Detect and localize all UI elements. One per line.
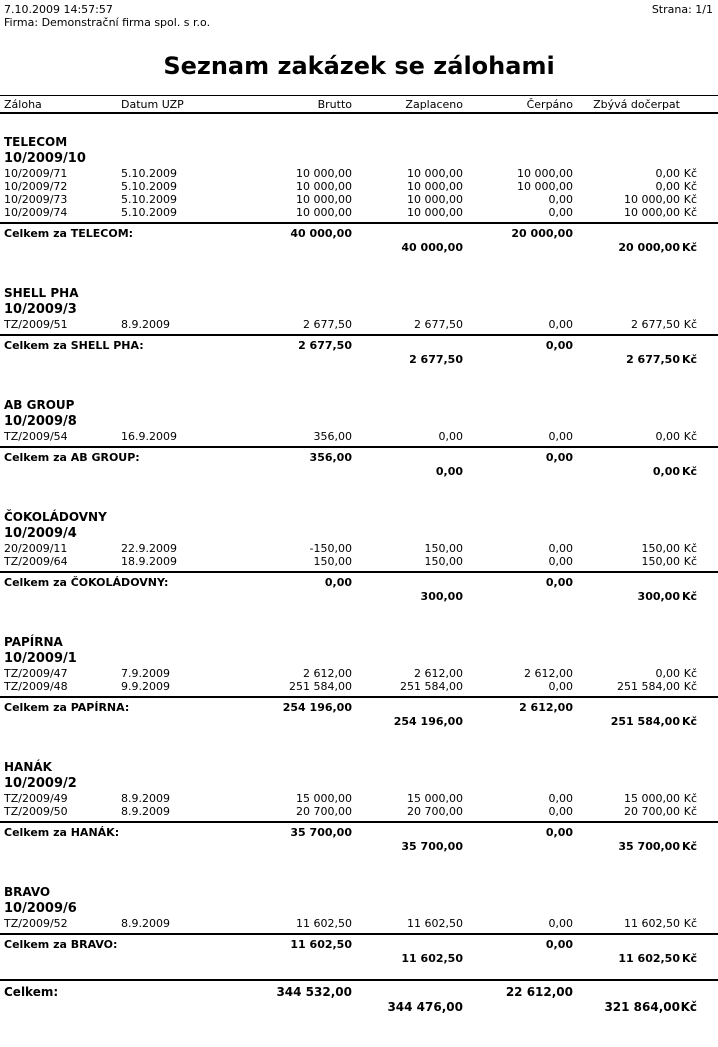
- group-total-row: [0, 450, 718, 464]
- total-brutto: 11 602,50: [290, 938, 352, 951]
- table-row: [0, 805, 718, 818]
- zaloha-cell: TZ/2009/64: [4, 555, 68, 568]
- zaplaceno-cell: 11 602,50: [407, 917, 463, 930]
- table-row: [0, 667, 718, 680]
- total-zaplaceno: 0,00: [435, 465, 463, 478]
- total-zaplaceno: 35 700,00: [401, 840, 463, 853]
- report-datetime: 7.10.2009 14:57:57: [4, 3, 113, 16]
- datum-cell: 5.10.2009: [121, 180, 177, 193]
- table-row: [0, 167, 718, 180]
- currency-suffix: Kč: [683, 167, 697, 180]
- total-zbyva: 35 700,00: [618, 840, 680, 853]
- group-name: BRAVO: [4, 885, 51, 899]
- brutto-cell: 11 602,50: [296, 917, 352, 930]
- zaloha-cell: 10/2009/71: [4, 167, 68, 180]
- currency-suffix: Kč: [680, 1000, 697, 1014]
- currency-suffix: Kč: [683, 318, 697, 331]
- zbyva-cell: 11 602,50: [624, 917, 680, 930]
- total-cerpano: 0,00: [545, 451, 573, 464]
- group-total-row: [0, 839, 718, 853]
- currency-suffix: Kč: [681, 465, 697, 478]
- total-brutto: 254 196,00: [282, 701, 352, 714]
- grand-total-row: [0, 984, 718, 999]
- zaplaceno-cell: 10 000,00: [407, 180, 463, 193]
- zaplaceno-cell: 10 000,00: [407, 193, 463, 206]
- zaplaceno-cell: 0,00: [438, 430, 463, 443]
- currency-suffix: Kč: [683, 792, 697, 805]
- datum-cell: 16.9.2009: [121, 430, 177, 443]
- datum-cell: 8.9.2009: [121, 917, 170, 930]
- grand-total-zbyva: 321 864,00: [604, 1000, 680, 1014]
- currency-suffix: Kč: [683, 193, 697, 206]
- cerpano-cell: 10 000,00: [517, 180, 573, 193]
- grand-total-row: [0, 999, 718, 1014]
- group-order-number: 10/2009/4: [4, 526, 77, 541]
- zaloha-cell: TZ/2009/48: [4, 680, 68, 693]
- total-label: Celkem za AB GROUP:: [4, 451, 140, 464]
- group-total-row: [0, 937, 718, 951]
- currency-suffix: Kč: [681, 590, 697, 603]
- zbyva-cell: 150,00: [641, 542, 680, 555]
- brutto-cell: 15 000,00: [296, 792, 352, 805]
- table-row: [0, 430, 718, 443]
- column-label-zaloha: Záloha: [4, 98, 42, 111]
- total-label: Celkem za BRAVO:: [4, 938, 118, 951]
- datum-cell: 5.10.2009: [121, 193, 177, 206]
- group-name: TELECOM: [4, 135, 68, 149]
- cerpano-cell: 0,00: [548, 917, 573, 930]
- group-order-number: 10/2009/2: [4, 776, 77, 791]
- column-label-datum: Datum UZP: [121, 98, 184, 111]
- zaloha-cell: 10/2009/73: [4, 193, 68, 206]
- zaloha-cell: 20/2009/11: [4, 542, 68, 555]
- total-label: Celkem za SHELL PHA:: [4, 339, 144, 352]
- datum-cell: 9.9.2009: [121, 680, 170, 693]
- table-row: [0, 680, 718, 693]
- zbyva-cell: 2 677,50: [631, 318, 680, 331]
- total-zbyva: 20 000,00: [618, 241, 680, 254]
- group-total-row: [0, 226, 718, 240]
- zaloha-cell: 10/2009/72: [4, 180, 68, 193]
- zaloha-cell: TZ/2009/51: [4, 318, 68, 331]
- page-number: Strana: 1/1: [651, 3, 713, 16]
- datum-cell: 5.10.2009: [121, 206, 177, 219]
- zbyva-cell: 20 700,00: [624, 805, 680, 818]
- group-section-hanak: [0, 758, 718, 853]
- brutto-cell: 10 000,00: [296, 167, 352, 180]
- currency-suffix: Kč: [681, 241, 697, 254]
- datum-cell: 7.9.2009: [121, 667, 170, 680]
- group-order-number: 10/2009/1: [4, 651, 77, 666]
- brutto-cell: 20 700,00: [296, 805, 352, 818]
- total-zaplaceno: 300,00: [420, 590, 463, 603]
- group-name: ČOKOLÁDOVNY: [4, 510, 107, 524]
- brutto-cell: -150,00: [309, 542, 352, 555]
- group-separator: [0, 571, 718, 573]
- grand-total-brutto: 344 532,00: [276, 985, 352, 999]
- total-zbyva: 2 677,50: [626, 353, 680, 366]
- zaplaceno-cell: 10 000,00: [407, 206, 463, 219]
- cerpano-cell: 2 612,00: [524, 667, 573, 680]
- table-row: [0, 542, 718, 555]
- zbyva-cell: 15 000,00: [624, 792, 680, 805]
- column-label-zbyva: Zbývá dočerpat: [593, 98, 680, 111]
- cerpano-cell: 0,00: [548, 792, 573, 805]
- group-total-row: [0, 825, 718, 839]
- cerpano-cell: 0,00: [548, 193, 573, 206]
- group-order-number: 10/2009/3: [4, 302, 77, 317]
- column-label-brutto: Brutto: [317, 98, 352, 111]
- currency-suffix: Kč: [681, 353, 697, 366]
- total-cerpano: 20 000,00: [511, 227, 573, 240]
- total-label: Celkem za ČOKOLÁDOVNY:: [4, 576, 169, 589]
- brutto-cell: 356,00: [313, 430, 352, 443]
- group-total-row: [0, 589, 718, 603]
- table-row: [0, 206, 718, 219]
- currency-suffix: Kč: [683, 805, 697, 818]
- table-row: [0, 555, 718, 568]
- currency-suffix: Kč: [683, 667, 697, 680]
- report-header: [0, 0, 718, 16]
- currency-suffix: Kč: [683, 917, 697, 930]
- group-section-ab-group: [0, 396, 718, 478]
- total-label: Celkem za TELECOM:: [4, 227, 134, 240]
- table-header: [0, 95, 718, 114]
- cerpano-cell: 0,00: [548, 680, 573, 693]
- currency-suffix: Kč: [683, 206, 697, 219]
- group-total-row: [0, 575, 718, 589]
- group-separator: [0, 446, 718, 448]
- grand-total-label: Celkem:: [4, 985, 59, 999]
- total-cerpano: 0,00: [545, 576, 573, 589]
- total-brutto: 40 000,00: [290, 227, 352, 240]
- total-zaplaceno: 254 196,00: [393, 715, 463, 728]
- group-order-number: 10/2009/8: [4, 414, 77, 429]
- total-brutto: 2 677,50: [298, 339, 352, 352]
- group-name: HANÁK: [4, 760, 52, 774]
- total-zbyva: 300,00: [637, 590, 680, 603]
- zbyva-cell: 0,00: [655, 167, 680, 180]
- zaloha-cell: TZ/2009/54: [4, 430, 68, 443]
- group-order-number: 10/2009/6: [4, 901, 77, 916]
- group-order-number: 10/2009/10: [4, 151, 86, 166]
- brutto-cell: 2 677,50: [303, 318, 352, 331]
- group-name: SHELL PHA: [4, 286, 79, 300]
- group-section-shell-pha: [0, 284, 718, 366]
- total-cerpano: 0,00: [545, 339, 573, 352]
- zbyva-cell: 0,00: [655, 430, 680, 443]
- group-total-row: [0, 700, 718, 714]
- zaplaceno-cell: 150,00: [424, 555, 463, 568]
- table-row: [0, 318, 718, 331]
- zaplaceno-cell: 20 700,00: [407, 805, 463, 818]
- brutto-cell: 251 584,00: [289, 680, 352, 693]
- group-separator: [0, 222, 718, 224]
- datum-cell: 8.9.2009: [121, 792, 170, 805]
- total-label: Celkem za PAPÍRNA:: [4, 701, 130, 714]
- table-row: [0, 180, 718, 193]
- currency-suffix: Kč: [681, 952, 697, 965]
- currency-suffix: Kč: [681, 715, 697, 728]
- group-separator: [0, 696, 718, 698]
- currency-suffix: Kč: [681, 840, 697, 853]
- group-name: PAPÍRNA: [4, 635, 63, 649]
- grand-total-cerpano: 22 612,00: [505, 985, 573, 999]
- zaplaceno-cell: 2 612,00: [414, 667, 463, 680]
- brutto-cell: 10 000,00: [296, 180, 352, 193]
- report-title: Seznam zakázek se zálohami: [163, 52, 555, 80]
- datum-cell: 18.9.2009: [121, 555, 177, 568]
- group-separator: [0, 933, 718, 935]
- total-zbyva: 0,00: [652, 465, 680, 478]
- cerpano-cell: 0,00: [548, 318, 573, 331]
- currency-suffix: Kč: [683, 430, 697, 443]
- zaloha-cell: TZ/2009/52: [4, 917, 68, 930]
- group-section-bravo: [0, 883, 718, 965]
- zaplaceno-cell: 2 677,50: [414, 318, 463, 331]
- total-zaplaceno: 40 000,00: [401, 241, 463, 254]
- group-total-row: [0, 714, 718, 728]
- zaloha-cell: TZ/2009/50: [4, 805, 68, 818]
- brutto-cell: 10 000,00: [296, 193, 352, 206]
- total-zbyva: 11 602,50: [618, 952, 680, 965]
- cerpano-cell: 0,00: [548, 555, 573, 568]
- currency-suffix: Kč: [683, 680, 697, 693]
- group-separator: [0, 821, 718, 823]
- group-total-row: [0, 352, 718, 366]
- group-total-row: [0, 240, 718, 254]
- brutto-cell: 10 000,00: [296, 206, 352, 219]
- zbyva-cell: 10 000,00: [624, 193, 680, 206]
- cerpano-cell: 0,00: [548, 430, 573, 443]
- zbyva-cell: 0,00: [655, 180, 680, 193]
- total-brutto: 0,00: [324, 576, 352, 589]
- brutto-cell: 2 612,00: [303, 667, 352, 680]
- datum-cell: 22.9.2009: [121, 542, 177, 555]
- zbyva-cell: 10 000,00: [624, 206, 680, 219]
- datum-cell: 8.9.2009: [121, 318, 170, 331]
- group-section-cokoladovny: [0, 508, 718, 603]
- group-name: AB GROUP: [4, 398, 75, 412]
- group-total-row: [0, 338, 718, 352]
- group-total-row: [0, 464, 718, 478]
- total-label: Celkem za HANÁK:: [4, 826, 120, 839]
- zaplaceno-cell: 150,00: [424, 542, 463, 555]
- company-name: Firma: Demonstrační firma spol. s r.o.: [4, 16, 211, 29]
- zaplaceno-cell: 10 000,00: [407, 167, 463, 180]
- zaloha-cell: 10/2009/74: [4, 206, 68, 219]
- total-brutto: 35 700,00: [290, 826, 352, 839]
- zaplaceno-cell: 15 000,00: [407, 792, 463, 805]
- total-cerpano: 2 612,00: [519, 701, 573, 714]
- total-zaplaceno: 2 677,50: [409, 353, 463, 366]
- cerpano-cell: 10 000,00: [517, 167, 573, 180]
- table-row: [0, 792, 718, 805]
- currency-suffix: Kč: [683, 180, 697, 193]
- currency-suffix: Kč: [683, 555, 697, 568]
- group-section-papirna: [0, 633, 718, 728]
- cerpano-cell: 0,00: [548, 206, 573, 219]
- zbyva-cell: 0,00: [655, 667, 680, 680]
- group-total-row: [0, 951, 718, 965]
- cerpano-cell: 0,00: [548, 805, 573, 818]
- total-zaplaceno: 11 602,50: [401, 952, 463, 965]
- datum-cell: 5.10.2009: [121, 167, 177, 180]
- zaloha-cell: TZ/2009/49: [4, 792, 68, 805]
- group-separator: [0, 334, 718, 336]
- total-zbyva: 251 584,00: [610, 715, 680, 728]
- total-brutto: 356,00: [309, 451, 352, 464]
- column-label-cerpano: Čerpáno: [526, 98, 573, 111]
- column-label-zaplaceno: Zaplaceno: [405, 98, 463, 111]
- zbyva-cell: 150,00: [641, 555, 680, 568]
- zaloha-cell: TZ/2009/47: [4, 667, 68, 680]
- total-cerpano: 0,00: [545, 938, 573, 951]
- currency-suffix: Kč: [683, 542, 697, 555]
- table-row: [0, 193, 718, 206]
- datum-cell: 8.9.2009: [121, 805, 170, 818]
- table-row: [0, 917, 718, 930]
- group-section-telecom: [0, 133, 718, 254]
- grand-total-section: [0, 979, 718, 1014]
- zbyva-cell: 251 584,00: [617, 680, 680, 693]
- cerpano-cell: 0,00: [548, 542, 573, 555]
- grand-total-zaplaceno: 344 476,00: [387, 1000, 463, 1014]
- zaplaceno-cell: 251 584,00: [400, 680, 463, 693]
- total-cerpano: 0,00: [545, 826, 573, 839]
- brutto-cell: 150,00: [313, 555, 352, 568]
